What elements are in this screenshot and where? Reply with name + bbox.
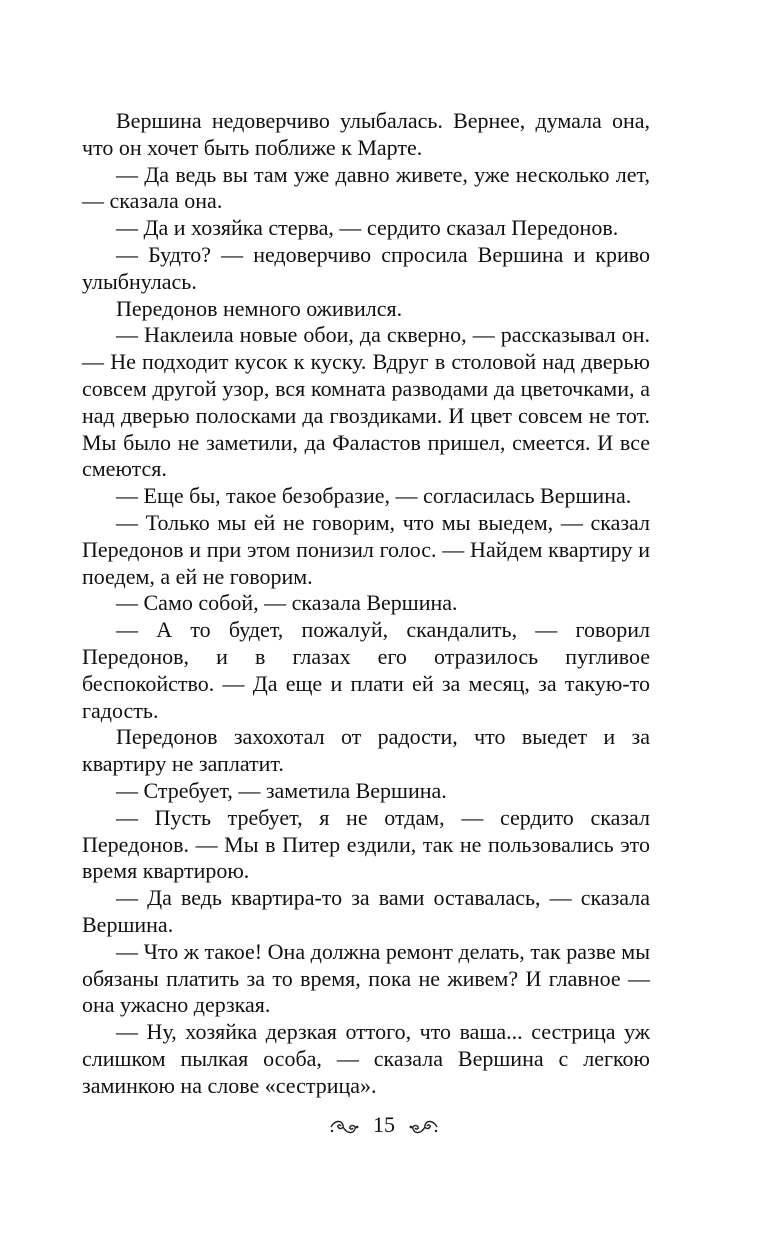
paragraph: — Да и хозяйка стерва, — сердито сказал Передонов. — [116, 215, 619, 241]
paragraph: Передонов немного оживился. — [116, 295, 403, 321]
page-body — [82, 108, 650, 1099]
page-footer — [0, 1112, 768, 1138]
paragraph: — Стребует, — заметила Вершина. — [116, 777, 447, 803]
paragraph: Передонов захохотал от радости, что выедет и за квартиру не заплатит. — [82, 724, 650, 777]
page-number: 15 — [373, 1112, 395, 1137]
paragraph: — Ну, хозяйка дерзкая оттого, что ваша... сестрица уж слишком пылкая особа, — сказала Вершина с легкою заминкою на слове «сестрица». — [82, 1019, 650, 1098]
flourish-right-icon — [409, 1116, 439, 1134]
paragraph: — Да ведь квартира-то за вами оставалась, — сказала Вершина. — [82, 885, 650, 937]
paragraph: Вершина недоверчиво улыбалась. Вернее, думала она, что он хочет быть поближе к Марте. — [82, 108, 650, 160]
paragraph: — Да ведь вы там уже давно живете, уже несколько лет, — сказала она. — [82, 161, 650, 214]
paragraph: — А то будет, пожалуй, скандалить, — говорил Передонов, и в глазах его отразилось пугливое беспокойство. — Да еще и плати ей за месяц, за такую-то гадость. — [82, 617, 650, 723]
paragraph: — Что ж такое! Она должна ремонт делать, так разве мы обязаны платить за то время, пока не живем? И главное — она ужасно дерзкая. — [82, 938, 650, 1018]
paragraph: — Только мы ей не говорим, что мы выедем, — сказал Передонов и при этом понизил голос. — Найдем квартиру и поедем, а ей не говорим. — [82, 509, 650, 589]
paragraph: — Наклеила новые обои, да скверно, — рассказывал он. — Не подходит кусок к куску. Вдруг в столовой над дверью совсем другой узор, вся комната разводами да цветочками, а над дверью полосками да гвоздиками. И цвет совсем не тот. Мы было не заметили, да Фаластов пришел, смеется. И все смеются. — [82, 322, 650, 482]
paragraph: — Еще бы, такое безобразие, — согласилась Вершина. — [116, 483, 632, 509]
flourish-left-icon — [329, 1116, 359, 1134]
paragraph: — Пусть требует, я не отдам, — сердито сказал Передонов. — Мы в Питер ездили, так не пользовались это время квартирою. — [82, 804, 650, 884]
paragraph: — Само собой, — сказала Вершина. — [116, 590, 458, 616]
paragraph: — Будто? — недоверчиво спросила Вершина и криво улыбнулась. — [82, 241, 650, 294]
